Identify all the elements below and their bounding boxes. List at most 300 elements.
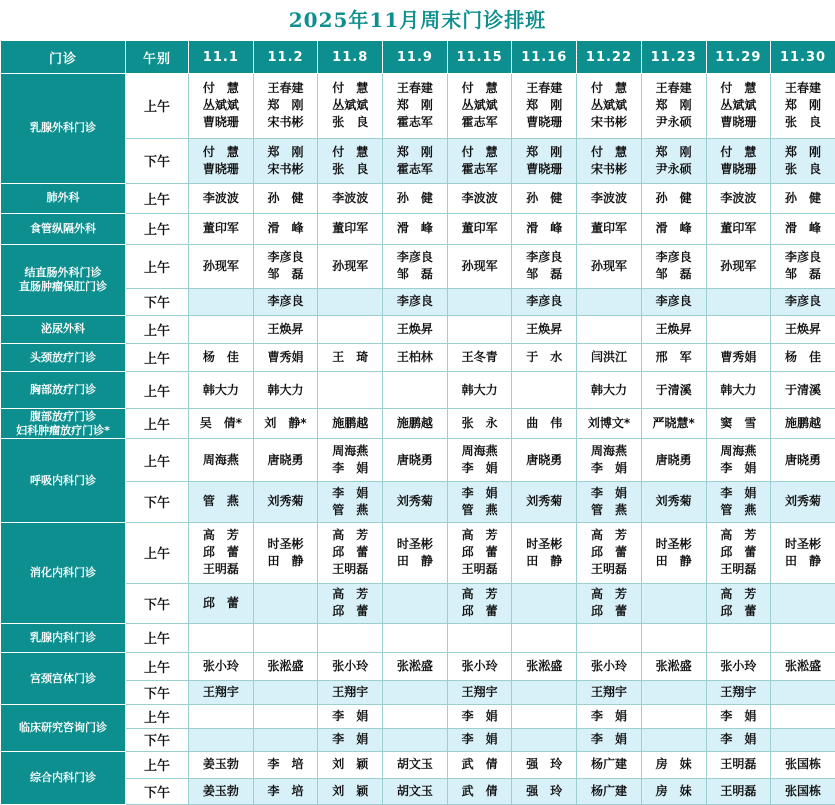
doctor-name: 张小玲 <box>332 658 369 673</box>
doctor-name: 刘博文* <box>587 416 631 431</box>
doctor-cell <box>771 183 835 213</box>
schedule-row <box>1 681 835 705</box>
doctor-name: 邹 磊 <box>655 267 692 282</box>
doctor-name: 曹秀娟 <box>720 350 757 365</box>
doctor-name: 丛斌斌 <box>202 98 239 113</box>
doctor-cell <box>447 522 512 583</box>
session-label: 下午 <box>126 681 189 705</box>
doctor-name: 郑 刚 <box>785 144 822 159</box>
doctor-name: 郑 刚 <box>655 98 692 113</box>
doctor-cell <box>512 74 577 139</box>
doctor-cell <box>771 439 835 482</box>
doctor-cell <box>318 752 383 778</box>
doctor-cell <box>383 681 448 705</box>
doctor-cell <box>253 728 318 751</box>
doctor-name: 管 燕 <box>590 502 627 517</box>
doctor-name: 王翔宇 <box>720 685 757 700</box>
doctor-cell <box>771 74 835 139</box>
doctor-cell <box>253 583 318 624</box>
schedule-row <box>1 624 835 652</box>
doctor-cell <box>189 705 254 728</box>
doctor-cell <box>771 214 835 244</box>
doctor-cell <box>189 728 254 751</box>
session-label: 上午 <box>126 522 189 583</box>
doctor-name: 丛斌斌 <box>720 98 757 113</box>
doctor-name: 郑 刚 <box>267 144 304 159</box>
doctor-cell <box>253 482 318 523</box>
doctor-name: 王春建 <box>785 81 822 96</box>
doctor-cell <box>318 372 383 409</box>
doctor-cell <box>447 728 512 751</box>
doctor-cell <box>706 652 771 680</box>
doctor-name: 胡文玉 <box>396 757 433 772</box>
department-label <box>1 315 126 343</box>
doctor-cell <box>383 138 448 183</box>
doctor-cell <box>577 344 642 372</box>
department-label <box>1 409 126 439</box>
doctor-cell <box>577 138 642 183</box>
doctor-name: 孙 健 <box>526 190 563 205</box>
doctor-name: 刘秀菊 <box>267 494 304 509</box>
doctor-cell <box>771 344 835 372</box>
doctor-cell <box>771 705 835 728</box>
doctor-name: 邱 蕾 <box>720 545 757 560</box>
doctor-name: 丛斌斌 <box>461 98 498 113</box>
doctor-name: 王焕昇 <box>655 321 692 336</box>
doctor-name: 邢 军 <box>655 350 692 365</box>
doctor-cell <box>706 244 771 289</box>
doctor-name: 曹晓珊 <box>720 115 757 130</box>
doctor-cell <box>641 214 706 244</box>
doctor-name: 施鹏越 <box>396 416 433 431</box>
doctor-name: 曹晓珊 <box>526 161 563 176</box>
doctor-cell <box>383 624 448 652</box>
schedule-row <box>1 214 835 244</box>
header-date: 11.9 <box>383 41 448 74</box>
doctor-cell <box>577 752 642 778</box>
doctor-cell <box>189 583 254 624</box>
department-name-line: 乳腺内科门诊 <box>30 630 96 644</box>
doctor-name: 刘 颖 <box>332 757 369 772</box>
doctor-name: 唐晓勇 <box>526 452 563 467</box>
department-label <box>1 652 126 705</box>
doctor-name: 田 静 <box>396 553 433 568</box>
doctor-cell <box>771 583 835 624</box>
doctor-name: 曹晓珊 <box>202 115 239 130</box>
doctor-cell <box>447 344 512 372</box>
doctor-name: 董印军 <box>720 221 757 236</box>
doctor-name: 李彦良 <box>785 294 822 309</box>
department-name-line: 临床研究咨询门诊 <box>19 721 107 735</box>
doctor-cell <box>641 439 706 482</box>
doctor-cell <box>577 439 642 482</box>
doctor-name: 邱 蕾 <box>202 595 239 610</box>
doctor-cell <box>447 409 512 439</box>
doctor-name: 管 燕 <box>332 502 369 517</box>
department-label <box>1 752 126 805</box>
doctor-name: 周海燕 <box>332 444 369 459</box>
doctor-cell <box>318 583 383 624</box>
doctor-cell <box>577 244 642 289</box>
doctor-name: 郑 刚 <box>785 98 822 113</box>
session-label: 下午 <box>126 289 189 315</box>
doctor-name: 李 娟 <box>720 709 757 724</box>
department-name-line: 肺外科 <box>46 191 80 205</box>
doctor-cell <box>318 652 383 680</box>
department-name-line: 泌尿外科 <box>41 322 85 336</box>
doctor-name: 李 娟 <box>720 732 757 747</box>
department-name-line: 呼吸内科门诊 <box>30 473 96 487</box>
doctor-name: 董印军 <box>590 221 627 236</box>
doctor-name: 付 慧 <box>720 81 757 96</box>
doctor-cell <box>383 289 448 315</box>
doctor-cell <box>512 138 577 183</box>
doctor-cell <box>706 624 771 652</box>
doctor-name: 郑 刚 <box>526 98 563 113</box>
doctor-name: 王焕昇 <box>785 321 822 336</box>
doctor-name: 孙 健 <box>785 190 822 205</box>
doctor-name: 张小玲 <box>202 658 239 673</box>
doctor-name: 霍志军 <box>396 161 433 176</box>
doctor-cell <box>189 344 254 372</box>
doctor-name: 付 慧 <box>461 81 498 96</box>
department-label <box>1 183 126 213</box>
schedule-row <box>1 344 835 372</box>
doctor-cell <box>383 409 448 439</box>
doctor-name: 严晓慧* <box>652 416 695 431</box>
doctor-cell <box>512 583 577 624</box>
doctor-cell <box>512 315 577 343</box>
doctor-cell <box>253 289 318 315</box>
doctor-cell <box>447 752 512 778</box>
doctor-cell <box>447 482 512 523</box>
department-name-line: 食管纵隔外科 <box>30 221 96 235</box>
session-label: 上午 <box>126 705 189 728</box>
doctor-cell <box>447 289 512 315</box>
doctor-name: 管 燕 <box>202 494 239 509</box>
doctor-name: 宋书彬 <box>267 115 304 130</box>
session-label: 下午 <box>126 138 189 183</box>
header-date: 11.8 <box>318 41 383 74</box>
doctor-name: 邹 磊 <box>785 267 822 282</box>
doctor-cell <box>706 315 771 343</box>
doctor-name: 邱 蕾 <box>461 545 498 560</box>
doctor-name: 霍志军 <box>396 115 433 130</box>
doctor-name: 管 燕 <box>720 502 757 517</box>
doctor-cell <box>577 728 642 751</box>
doctor-name: 高 芳 <box>202 528 239 543</box>
doctor-cell <box>512 344 577 372</box>
doctor-cell <box>318 74 383 139</box>
doctor-name: 王明磊 <box>720 783 757 798</box>
doctor-name: 王明磊 <box>590 562 627 577</box>
schedule-row <box>1 728 835 751</box>
doctor-cell <box>253 652 318 680</box>
doctor-name: 强 玲 <box>526 783 563 798</box>
department-name-line: 结直肠外科门诊 <box>24 265 102 279</box>
doctor-cell <box>383 705 448 728</box>
doctor-name: 李 娟 <box>720 485 757 500</box>
doctor-cell <box>318 315 383 343</box>
doctor-cell <box>318 482 383 523</box>
doctor-cell <box>318 522 383 583</box>
session-label: 上午 <box>126 315 189 343</box>
doctor-cell <box>253 74 318 139</box>
schedule-table <box>0 40 835 805</box>
department-name-line: 宫颈宫体门诊 <box>30 671 96 685</box>
doctor-name: 刘秀菊 <box>526 494 563 509</box>
doctor-cell <box>447 183 512 213</box>
doctor-name: 滑 峰 <box>526 221 563 236</box>
doctor-name: 孙现军 <box>590 258 627 273</box>
doctor-cell <box>577 409 642 439</box>
doctor-name: 王焕昇 <box>267 321 304 336</box>
doctor-name: 李波波 <box>202 190 239 205</box>
doctor-cell <box>189 138 254 183</box>
doctor-name: 李彦良 <box>267 294 304 309</box>
department-label <box>1 705 126 752</box>
doctor-name: 宋书彬 <box>267 161 304 176</box>
doctor-cell <box>512 681 577 705</box>
doctor-name: 孙 健 <box>655 190 692 205</box>
doctor-cell <box>641 289 706 315</box>
doctor-name: 张 良 <box>785 161 822 176</box>
doctor-cell <box>512 183 577 213</box>
doctor-name: 王翔宇 <box>461 685 498 700</box>
header-date: 11.1 <box>189 41 254 74</box>
doctor-name: 张淞盛 <box>267 658 304 673</box>
doctor-name: 韩大力 <box>461 382 498 397</box>
doctor-name: 王 琦 <box>332 350 369 365</box>
doctor-name: 刘 颖 <box>332 783 369 798</box>
session-label: 上午 <box>126 624 189 652</box>
doctor-name: 曹秀娟 <box>267 350 304 365</box>
department-name-line: 胸部放疗门诊 <box>30 383 96 397</box>
schedule-row <box>1 439 835 482</box>
schedule-row <box>1 138 835 183</box>
session-label: 上午 <box>126 372 189 409</box>
doctor-name: 李 娟 <box>332 461 369 476</box>
doctor-name: 王冬青 <box>461 350 498 365</box>
doctor-name: 李波波 <box>590 190 627 205</box>
session-label: 上午 <box>126 752 189 778</box>
doctor-cell <box>706 439 771 482</box>
doctor-cell <box>447 372 512 409</box>
doctor-name: 高 芳 <box>461 587 498 602</box>
doctor-name: 李 娟 <box>332 732 369 747</box>
doctor-cell <box>512 289 577 315</box>
doctor-name: 李彦良 <box>526 250 563 265</box>
doctor-name: 吴 倩* <box>199 416 242 431</box>
doctor-name: 管 燕 <box>461 502 498 517</box>
doctor-cell <box>771 681 835 705</box>
doctor-name: 李波波 <box>461 190 498 205</box>
doctor-cell <box>512 652 577 680</box>
doctor-cell <box>253 778 318 805</box>
doctor-name: 张 良 <box>332 115 369 130</box>
doctor-cell <box>641 728 706 751</box>
doctor-cell <box>706 344 771 372</box>
doctor-cell <box>641 315 706 343</box>
doctor-name: 张淞盛 <box>396 658 433 673</box>
doctor-name: 周海燕 <box>202 452 239 467</box>
doctor-cell <box>706 138 771 183</box>
doctor-name: 韩大力 <box>590 382 627 397</box>
doctor-name: 李波波 <box>720 190 757 205</box>
doctor-name: 张淞盛 <box>785 658 822 673</box>
doctor-cell <box>383 482 448 523</box>
department-label <box>1 214 126 244</box>
schedule-row <box>1 183 835 213</box>
session-label: 上午 <box>126 244 189 289</box>
doctor-name: 田 静 <box>526 553 563 568</box>
page-title: 2025年11月周末门诊排班 <box>288 8 547 32</box>
schedule-row <box>1 289 835 315</box>
doctor-cell <box>706 74 771 139</box>
doctor-name: 孙现军 <box>332 258 369 273</box>
department-label <box>1 372 126 409</box>
doctor-name: 杨 佳 <box>785 350 822 365</box>
doctor-name: 高 芳 <box>332 528 369 543</box>
doctor-cell <box>318 138 383 183</box>
schedule-row <box>1 372 835 409</box>
doctor-cell <box>512 244 577 289</box>
doctor-cell <box>641 624 706 652</box>
doctor-cell <box>641 778 706 805</box>
doctor-cell <box>383 372 448 409</box>
department-name-line: 腹部放疗门诊 <box>30 409 96 423</box>
doctor-cell <box>318 778 383 805</box>
doctor-cell <box>383 752 448 778</box>
doctor-cell <box>641 372 706 409</box>
doctor-cell <box>253 315 318 343</box>
doctor-name: 李 娟 <box>332 709 369 724</box>
doctor-name: 郑 刚 <box>396 98 433 113</box>
doctor-cell <box>706 778 771 805</box>
schedule-row <box>1 752 835 778</box>
doctor-cell <box>641 244 706 289</box>
doctor-cell <box>447 705 512 728</box>
doctor-cell <box>512 372 577 409</box>
header-date: 11.29 <box>706 41 771 74</box>
doctor-cell <box>512 728 577 751</box>
doctor-cell <box>771 728 835 751</box>
doctor-cell <box>706 728 771 751</box>
doctor-cell <box>706 183 771 213</box>
header-date: 11.15 <box>447 41 512 74</box>
schedule-row <box>1 652 835 680</box>
doctor-name: 时圣彬 <box>396 536 433 551</box>
doctor-cell <box>771 244 835 289</box>
doctor-name: 房 妹 <box>655 757 692 772</box>
doctor-name: 唐晓勇 <box>396 452 433 467</box>
doctor-name: 付 慧 <box>332 81 369 96</box>
schedule-row <box>1 74 835 139</box>
doctor-cell <box>318 409 383 439</box>
doctor-cell <box>253 522 318 583</box>
header-date: 11.16 <box>512 41 577 74</box>
doctor-name: 曹晓珊 <box>526 115 563 130</box>
doctor-cell <box>189 244 254 289</box>
doctor-name: 邱 蕾 <box>332 545 369 560</box>
doctor-name: 张小玲 <box>461 658 498 673</box>
doctor-name: 李 娟 <box>461 709 498 724</box>
doctor-cell <box>577 522 642 583</box>
doctor-name: 闫洪江 <box>590 350 627 365</box>
doctor-name: 韩大力 <box>202 382 239 397</box>
department-label <box>1 344 126 372</box>
doctor-cell <box>189 522 254 583</box>
doctor-name: 尹永硕 <box>655 161 692 176</box>
doctor-cell <box>253 244 318 289</box>
doctor-name: 张淞盛 <box>526 658 563 673</box>
doctor-name: 李彦良 <box>526 294 563 309</box>
doctor-name: 高 芳 <box>461 528 498 543</box>
doctor-name: 高 芳 <box>590 528 627 543</box>
doctor-cell <box>641 522 706 583</box>
doctor-cell <box>447 624 512 652</box>
doctor-cell <box>577 778 642 805</box>
doctor-name: 时圣彬 <box>526 536 563 551</box>
doctor-cell <box>318 344 383 372</box>
session-label: 下午 <box>126 778 189 805</box>
doctor-cell <box>641 138 706 183</box>
doctor-name: 刘秀菊 <box>785 494 822 509</box>
schedule-row <box>1 705 835 728</box>
doctor-name: 高 芳 <box>720 587 757 602</box>
doctor-cell <box>253 138 318 183</box>
doctor-cell <box>577 74 642 139</box>
doctor-name: 付 慧 <box>332 144 369 159</box>
doctor-cell <box>383 183 448 213</box>
doctor-cell <box>577 652 642 680</box>
schedule-body <box>1 74 835 805</box>
header-row <box>1 41 835 74</box>
header-session: 午别 <box>126 41 189 74</box>
doctor-name: 杨广建 <box>590 757 627 772</box>
doctor-cell <box>512 752 577 778</box>
doctor-name: 邱 蕾 <box>461 604 498 619</box>
doctor-cell <box>577 183 642 213</box>
session-label: 上午 <box>126 409 189 439</box>
doctor-cell <box>383 583 448 624</box>
doctor-name: 强 玲 <box>526 757 563 772</box>
doctor-cell <box>641 409 706 439</box>
doctor-name: 韩大力 <box>720 382 757 397</box>
doctor-name: 邹 磊 <box>526 267 563 282</box>
doctor-cell <box>512 214 577 244</box>
doctor-cell <box>771 522 835 583</box>
doctor-cell <box>771 315 835 343</box>
doctor-cell <box>253 681 318 705</box>
doctor-cell <box>512 439 577 482</box>
doctor-cell <box>577 214 642 244</box>
doctor-name: 杨 佳 <box>202 350 239 365</box>
doctor-cell <box>771 482 835 523</box>
doctor-cell <box>706 214 771 244</box>
doctor-name: 时圣彬 <box>655 536 692 551</box>
doctor-cell <box>512 778 577 805</box>
doctor-name: 付 慧 <box>590 144 627 159</box>
doctor-cell <box>447 652 512 680</box>
doctor-cell <box>189 183 254 213</box>
doctor-cell <box>706 752 771 778</box>
doctor-cell <box>253 372 318 409</box>
doctor-cell <box>641 183 706 213</box>
doctor-cell <box>318 214 383 244</box>
doctor-name: 尹永硕 <box>655 115 692 130</box>
doctor-name: 李 娟 <box>461 485 498 500</box>
